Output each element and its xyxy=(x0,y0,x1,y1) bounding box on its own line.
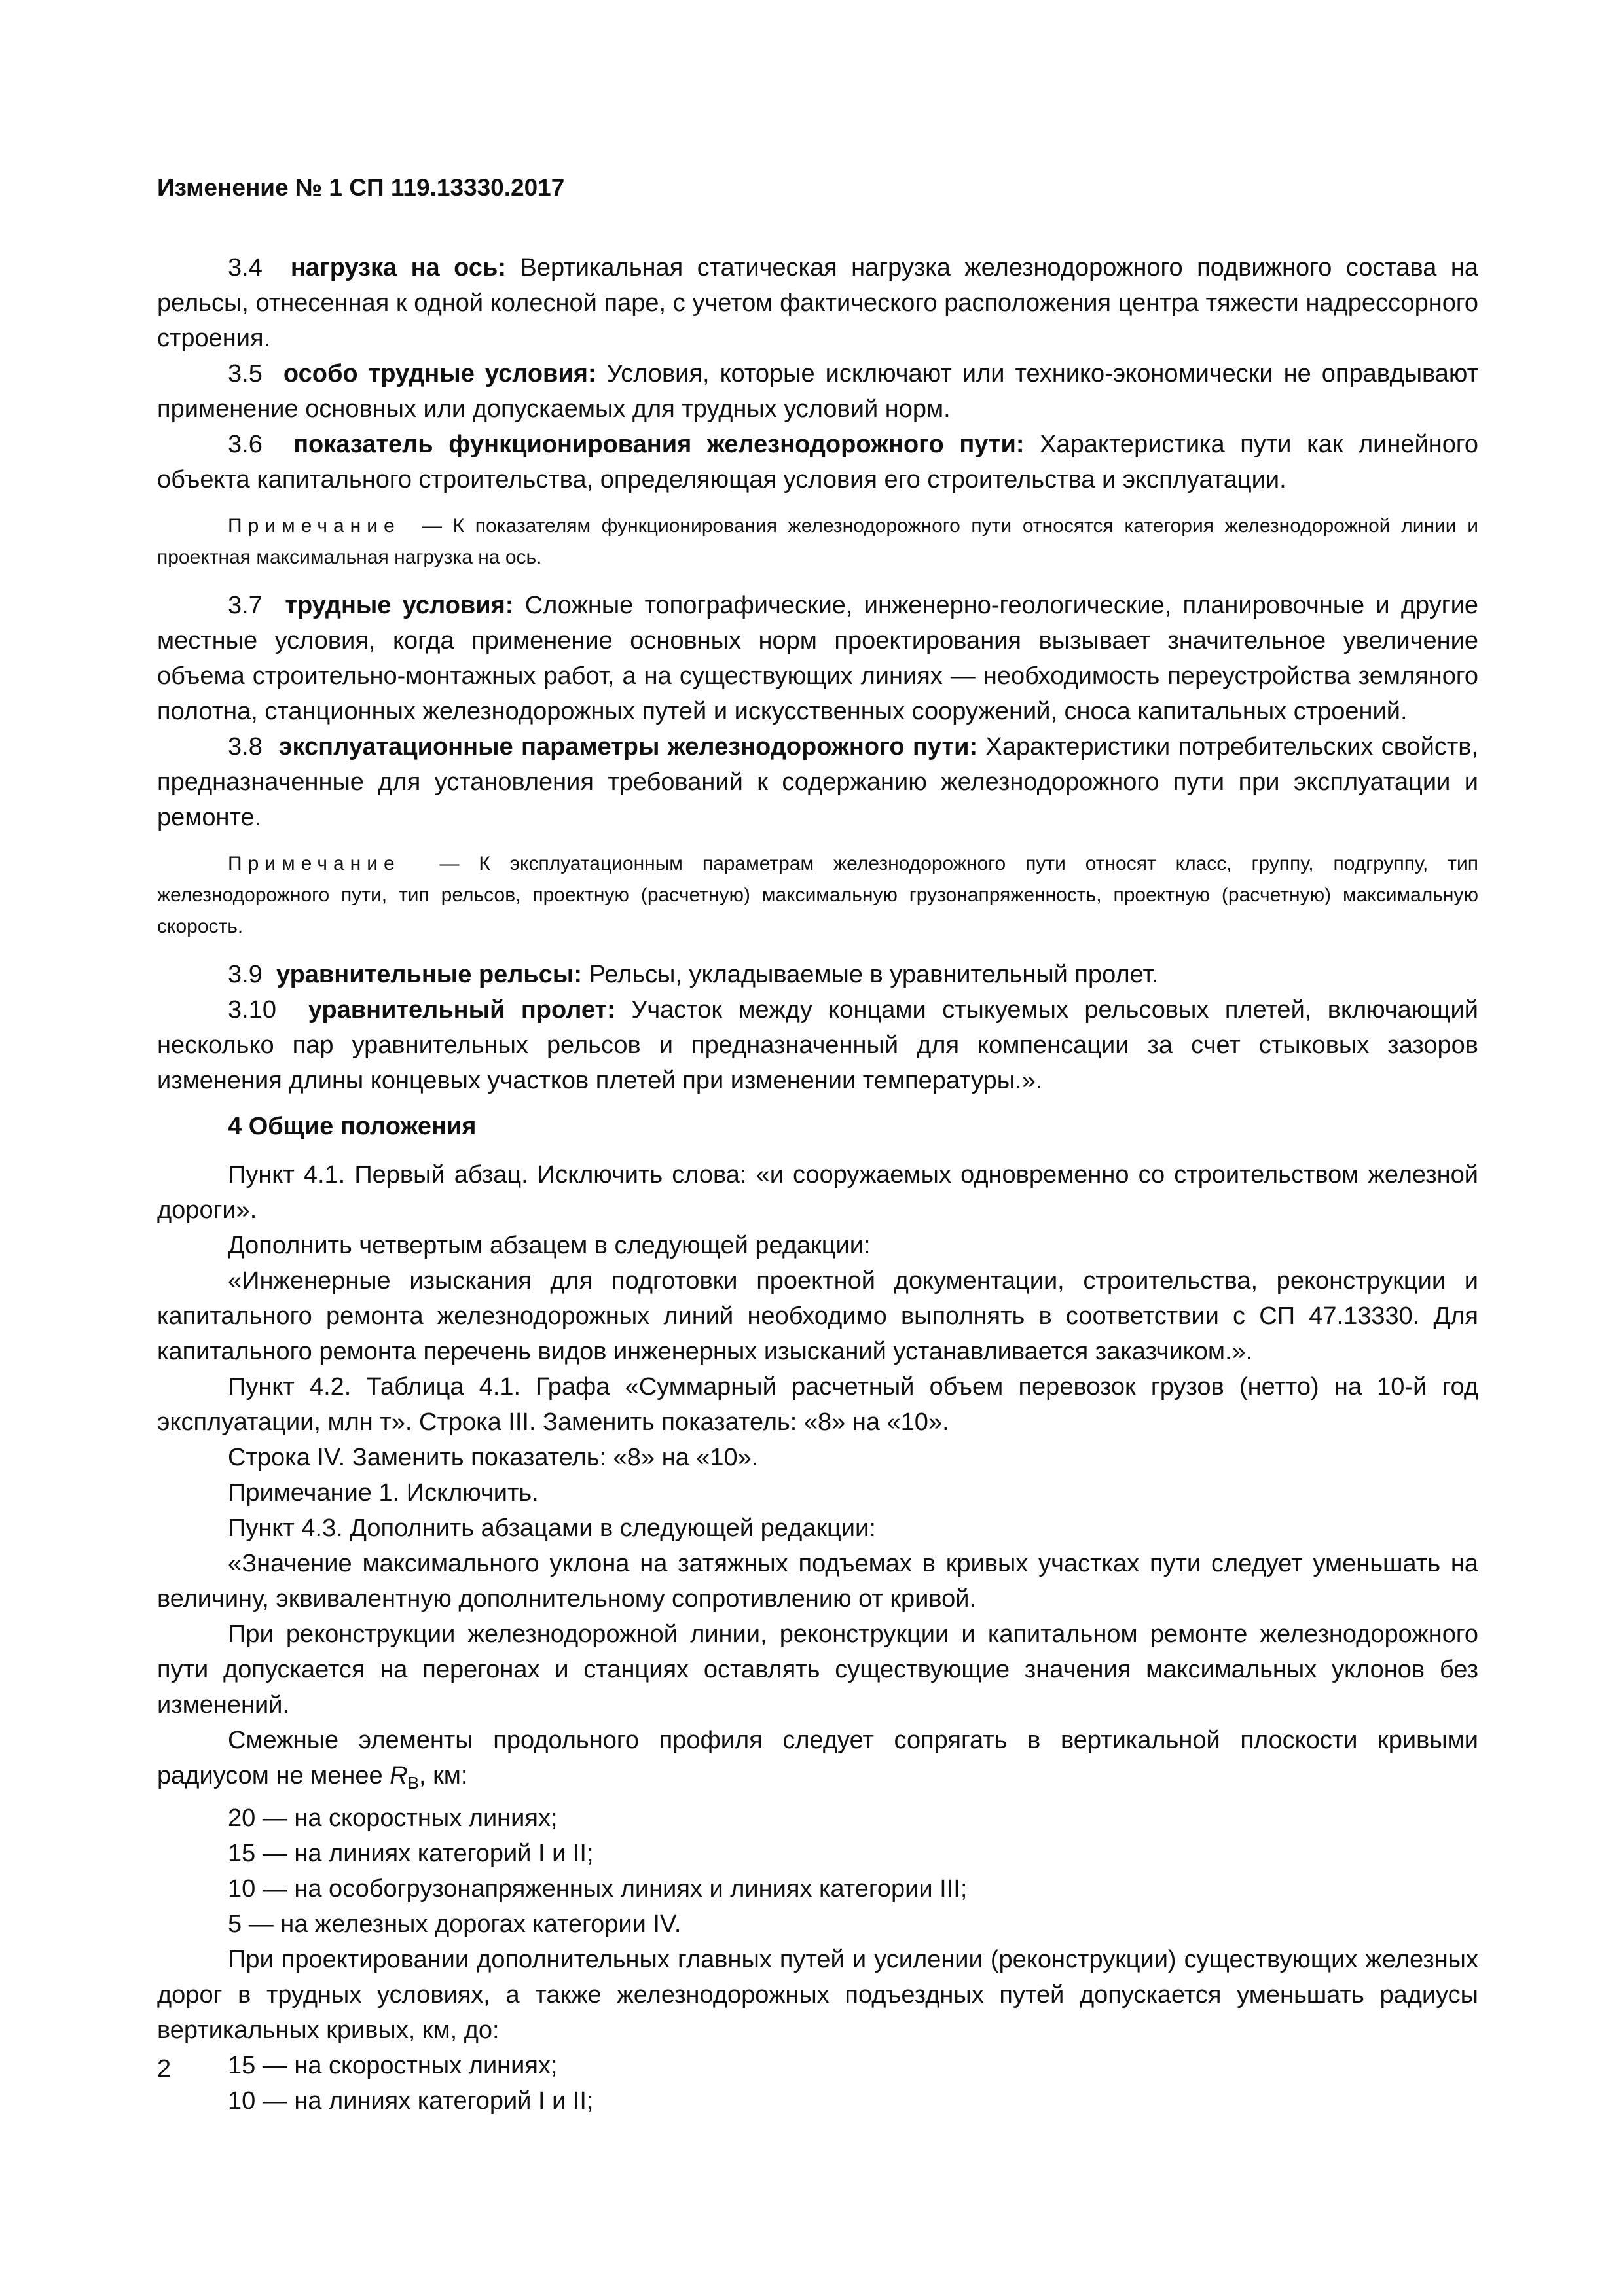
radius-intro-text: Смежные элементы продольного профиля следует сопрягать в вертикальной плоскости кривыми радиусом не менее xyxy=(157,1727,1478,1789)
definition-3-8 xyxy=(157,729,1478,835)
definition-text: Рельсы, укладываемые в уравнительный пролет. xyxy=(589,961,1159,988)
term: особо трудные условия: xyxy=(283,360,596,387)
note-label: Примечание xyxy=(228,515,401,537)
definition-text: Сложные топографические, инженерно-геологические, планировочные и другие местные условия, когда применение основных норм проектирования вызывает значительное увеличение объема строительно-монтажных работ, а на существующих линиях — необходимость переустройства земляного полотна, станционных железнодорожных путей и искусственных сооружений, сноса капитальных строений. xyxy=(157,592,1478,725)
note-text: — К показателям функционирования железнодорожного пути относятся категория железнодорожной линии и проектная максимальная нагрузка на ось. xyxy=(157,515,1478,568)
item-number: 3.9 xyxy=(228,961,263,988)
list-item: 15 — на линиях категорий I и II; xyxy=(228,1840,594,1867)
term: показатель функционирования железнодорожного пути: xyxy=(293,431,1025,458)
paragraph: При реконструкции железнодорожной линии, реконструкции и капитальном ремонте железнодорожного пути допускается на перегонах и станциях оставлять существующие значения максимальных уклонов без изменений. xyxy=(157,1621,1478,1719)
paragraph: Примечание 1. Исключить. xyxy=(228,1479,539,1507)
item-number: 3.10 xyxy=(228,996,276,1024)
item-number: 3.8 xyxy=(228,733,263,761)
list-item: 5 — на железных дорогах категории IV. xyxy=(228,1910,682,1938)
definition-3-10 xyxy=(157,992,1478,1098)
definition-text: Условия, которые исключают или технико-экономически не оправдывают применение основных или допускаемых для трудных условий норм. xyxy=(157,360,1478,423)
note-3-6 xyxy=(157,511,1478,573)
paragraph: Дополнить четвертым абзацем в следующей редакции: xyxy=(228,1232,871,1259)
document-body xyxy=(157,250,1478,2119)
paragraph: Строка IV. Заменить показатель: «8» на «10». xyxy=(228,1444,759,1471)
document-page xyxy=(157,171,1478,2119)
list-item: 10 — на особогрузонапряженных линиях и линиях категории III; xyxy=(228,1875,968,1903)
radius-subscript: В xyxy=(407,1773,420,1793)
definition-3-7 xyxy=(157,588,1478,729)
definition-3-6 xyxy=(157,427,1478,497)
term: нагрузка на ось: xyxy=(290,254,507,281)
note-3-8 xyxy=(157,848,1478,942)
list-item: 15 — на скоростных линиях; xyxy=(228,2052,558,2079)
definition-text: Характеристика пути как линейного объекта капитального строительства, определяющая условия его строительства и эксплуатации. xyxy=(157,431,1478,493)
definition-3-9 xyxy=(157,957,1478,992)
term: уравнительный пролет: xyxy=(308,996,615,1024)
paragraph: Пункт 4.2. Таблица 4.1. Графа «Суммарный расчетный объем перевозок грузов (нетто) на 10-й год эксплуатации, млн т». Строка III. Заменить показатель: «8» на «10». xyxy=(157,1373,1478,1436)
paragraph: «Инженерные изыскания для подготовки проектной документации, строительства, реконструкции и капитального ремонта железнодорожных линий необходимо выполнять в соответствии с СП 47.13330. Для капитального ремонта перечень видов инженерных изысканий устанавливается заказчиком.». xyxy=(157,1267,1478,1365)
page-number: 2 xyxy=(157,2055,172,2083)
list-item: 10 — на линиях категорий I и II; xyxy=(228,2087,594,2115)
paragraph: Пункт 4.3. Дополнить абзацами в следующей редакции: xyxy=(228,1515,876,1542)
definition-text: Характеристики потребительских свойств, предназначенные для установления требований к содержанию железнодорожного пути при эксплуатации и ремонте. xyxy=(157,733,1478,831)
definition-text: Участок между концами стыкуемых рельсовых плетей, включающий несколько пар уравнительных рельсов и предназначенный для компенсации за счет стыковых зазоров изменения длины концевых участков плетей при изменении температуры.». xyxy=(157,996,1478,1094)
document-header: Изменение № 1 СП 119.13330.2017 xyxy=(157,174,565,201)
paragraph: При проектировании дополнительных главных путей и усилении (реконструкции) существующих железных дорог в трудных условиях, а также железнодорожных подъездных путей допускается уменьшать радиусы вертикальных кривых, км, до: xyxy=(157,1946,1478,2044)
paragraph: «Значение максимального уклона на затяжных подъемах в кривых участках пути следует уменьшать на величину, эквивалентную дополнительному сопротивлению от кривой. xyxy=(157,1550,1478,1613)
list-item: 20 — на скоростных линиях; xyxy=(228,1804,558,1832)
item-number: 3.5 xyxy=(228,360,263,387)
note-label: Примечание xyxy=(228,853,401,874)
radius-paragraph xyxy=(157,1723,1478,1801)
item-number: 3.6 xyxy=(228,431,263,458)
radius-symbol: R xyxy=(390,1762,408,1789)
definition-3-5 xyxy=(157,356,1478,427)
radius-intro-unit: , км: xyxy=(419,1762,468,1789)
note-text: — К эксплуатационным параметрам железнодорожного пути относят класс, группу, подгруппу, тип железнодорожного пути, тип рельсов, проектную (расчетную) максимальную грузонапряженность, проектную (расчетную) максимальную скорость. xyxy=(157,853,1478,937)
section-title: 4 Общие положения xyxy=(228,1113,477,1140)
term: уравнительные рельсы: xyxy=(276,961,583,988)
item-number: 3.4 xyxy=(228,254,263,281)
term: эксплуатационные параметры железнодорожного пути: xyxy=(278,733,978,761)
item-number: 3.7 xyxy=(228,592,263,619)
paragraph: Пункт 4.1. Первый абзац. Исключить слова: «и сооружаемых одновременно со строительством железной дороги». xyxy=(157,1161,1478,1224)
term: трудные условия: xyxy=(285,592,514,619)
definition-text: Вертикальная статическая нагрузка железнодорожного подвижного состава на рельсы, отнесенная к одной колесной паре, с учетом фактического расположения центра тяжести надрессорного строения. xyxy=(157,254,1478,352)
definition-3-4 xyxy=(157,250,1478,356)
